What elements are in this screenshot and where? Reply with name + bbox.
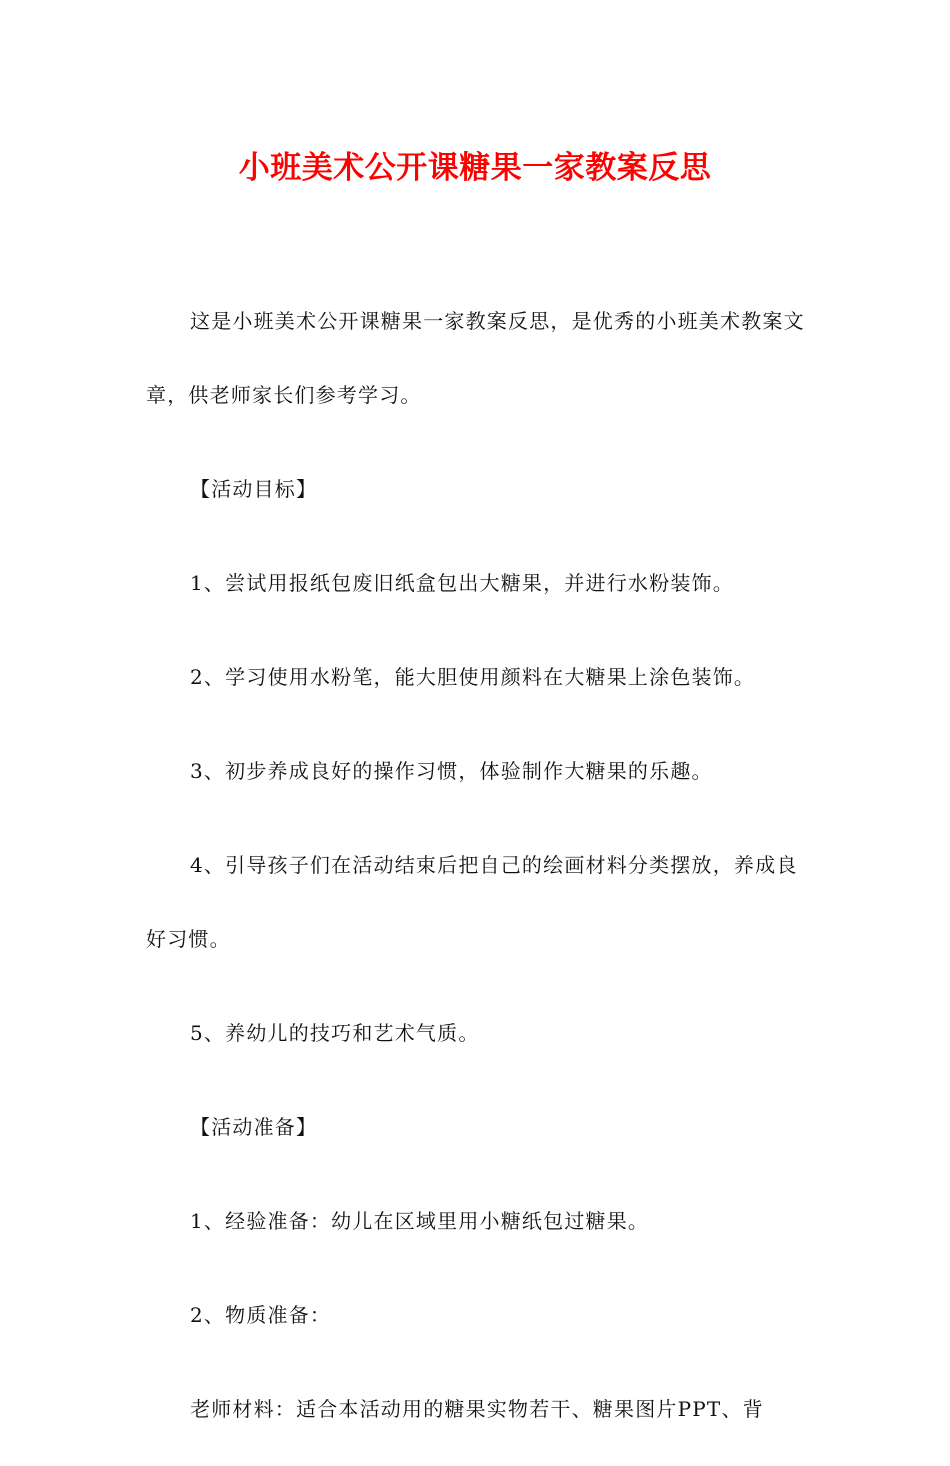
- preparation-item-1: 1、经验准备：幼儿在区域里用小糖纸包过糖果。: [190, 1209, 650, 1233]
- section-heading-goals: 【活动目标】: [190, 477, 318, 501]
- document-title: 小班美术公开课糖果一家教案反思: [238, 150, 712, 186]
- preparation-item-2: 2、物质准备：: [190, 1303, 332, 1327]
- teacher-materials-paragraph: 老师材料：适合本活动用的糖果实物若干、糖果图片PPT、背: [190, 1397, 764, 1421]
- goal-item-1: 1、尝试用报纸包废旧纸盒包出大糖果，并进行水粉装饰。: [190, 571, 734, 595]
- goal-item-4: 4、引导孩子们在活动结束后把自己的绘画材料分类摆放，养成良好习惯。: [146, 853, 798, 951]
- section-heading-preparation: 【活动准备】: [190, 1115, 318, 1139]
- goal-item-5: 5、养幼儿的技巧和艺术气质。: [190, 1021, 480, 1045]
- document-body: [146, 264, 811, 1466]
- goal-item-3: 3、初步养成良好的操作习惯，体验制作大糖果的乐趣。: [190, 759, 713, 783]
- goal-item-2: 2、学习使用水粉笔，能大胆使用颜料在大糖果上涂色装饰。: [190, 665, 756, 689]
- intro-paragraph: 这是小班美术公开课糖果一家教案反思，是优秀的小班美术教案文章，供老师家长们参考学习。: [146, 309, 805, 407]
